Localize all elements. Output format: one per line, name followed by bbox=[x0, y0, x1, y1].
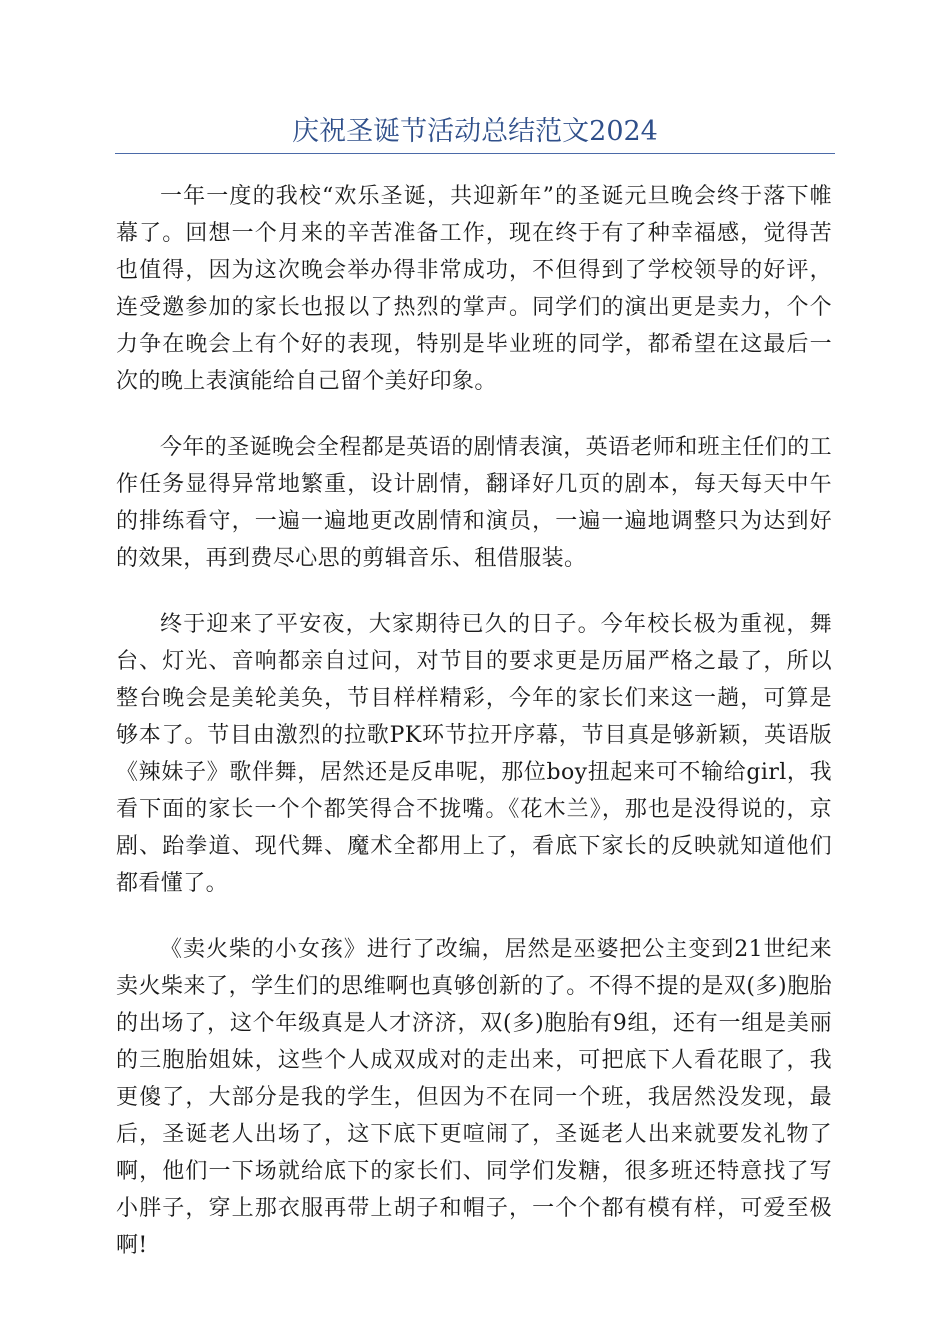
paragraph: 《卖火柴的小女孩》进行了改编，居然是巫婆把公主变到21世纪来卖火柴来了，学生们的思维啊也真够创新的了。不得不提的是双(多)胞胎的出场了，这个年级真是人才济济，双(多)胞胎有9组，还有一组是美丽的三胞胎姐妹，这些个人成双成对的走出来，可把底下人看花眼了，我更傻了，大部分是我的学生，但因为不在同一个班，我居然没发现，最后，圣诞老人出场了，这下底下更喧闹了，圣诞老人出来就要发礼物了啊，他们一下场就给底下的家长们、同学们发糖，很多班还特意找了写小胖子，穿上那衣服再带上胡子和帽子，一个个都有模有样，可爱至极啊! bbox=[116, 937, 832, 1258]
paragraph: 一年一度的我校“欢乐圣诞，共迎新年”的圣诞元旦晚会终于落下帷幕了。回想一个月来的辛苦准备工作，现在终于有了种幸福感，觉得苦也值得，因为这次晚会举办得非常成功，不但得到了学校领导的好评，连受邀参加的家长也报以了热烈的掌声。同学们的演出更是卖力，个个力争在晚会上有个好的表现，特别是毕业班的同学，都希望在这最后一次的晚上表演能给自己留个美好印象。 bbox=[116, 184, 832, 394]
document-title: 庆祝圣诞节活动总结范文2024 bbox=[292, 116, 658, 147]
document-body bbox=[116, 178, 832, 1293]
paragraph: 今年的圣诞晚会全程都是英语的剧情表演，英语老师和班主任们的工作任务显得异常地繁重，设计剧情，翻译好几页的剧本，每天每天中午的排练看守，一遍一遍地更改剧情和演员，一遍一遍地调整只为达到好的效果，再到费尽心思的剪辑音乐、租借服装。 bbox=[116, 435, 833, 571]
paragraph: 终于迎来了平安夜，大家期待已久的日子。今年校长极为重视，舞台、灯光、音响都亲自过问，对节目的要求更是历届严格之最了，所以整台晚会是美轮美奂，节目样样精彩，今年的家长们来这一趟，可算是够本了。节目由激烈的拉歌PK环节拉开序幕，节目真是够新颖，英语版《辣妹子》歌伴舞，居然还是反串呢，那位boy扭起来可不输给girl，我看下面的家长一个个都笑得合不拢嘴。《花木兰》，那也是没得说的，京剧、跆拳道、现代舞、魔术全都用上了，看底下家长的反映就知道他们都看懂了。 bbox=[116, 612, 832, 896]
title-underline bbox=[115, 153, 835, 154]
